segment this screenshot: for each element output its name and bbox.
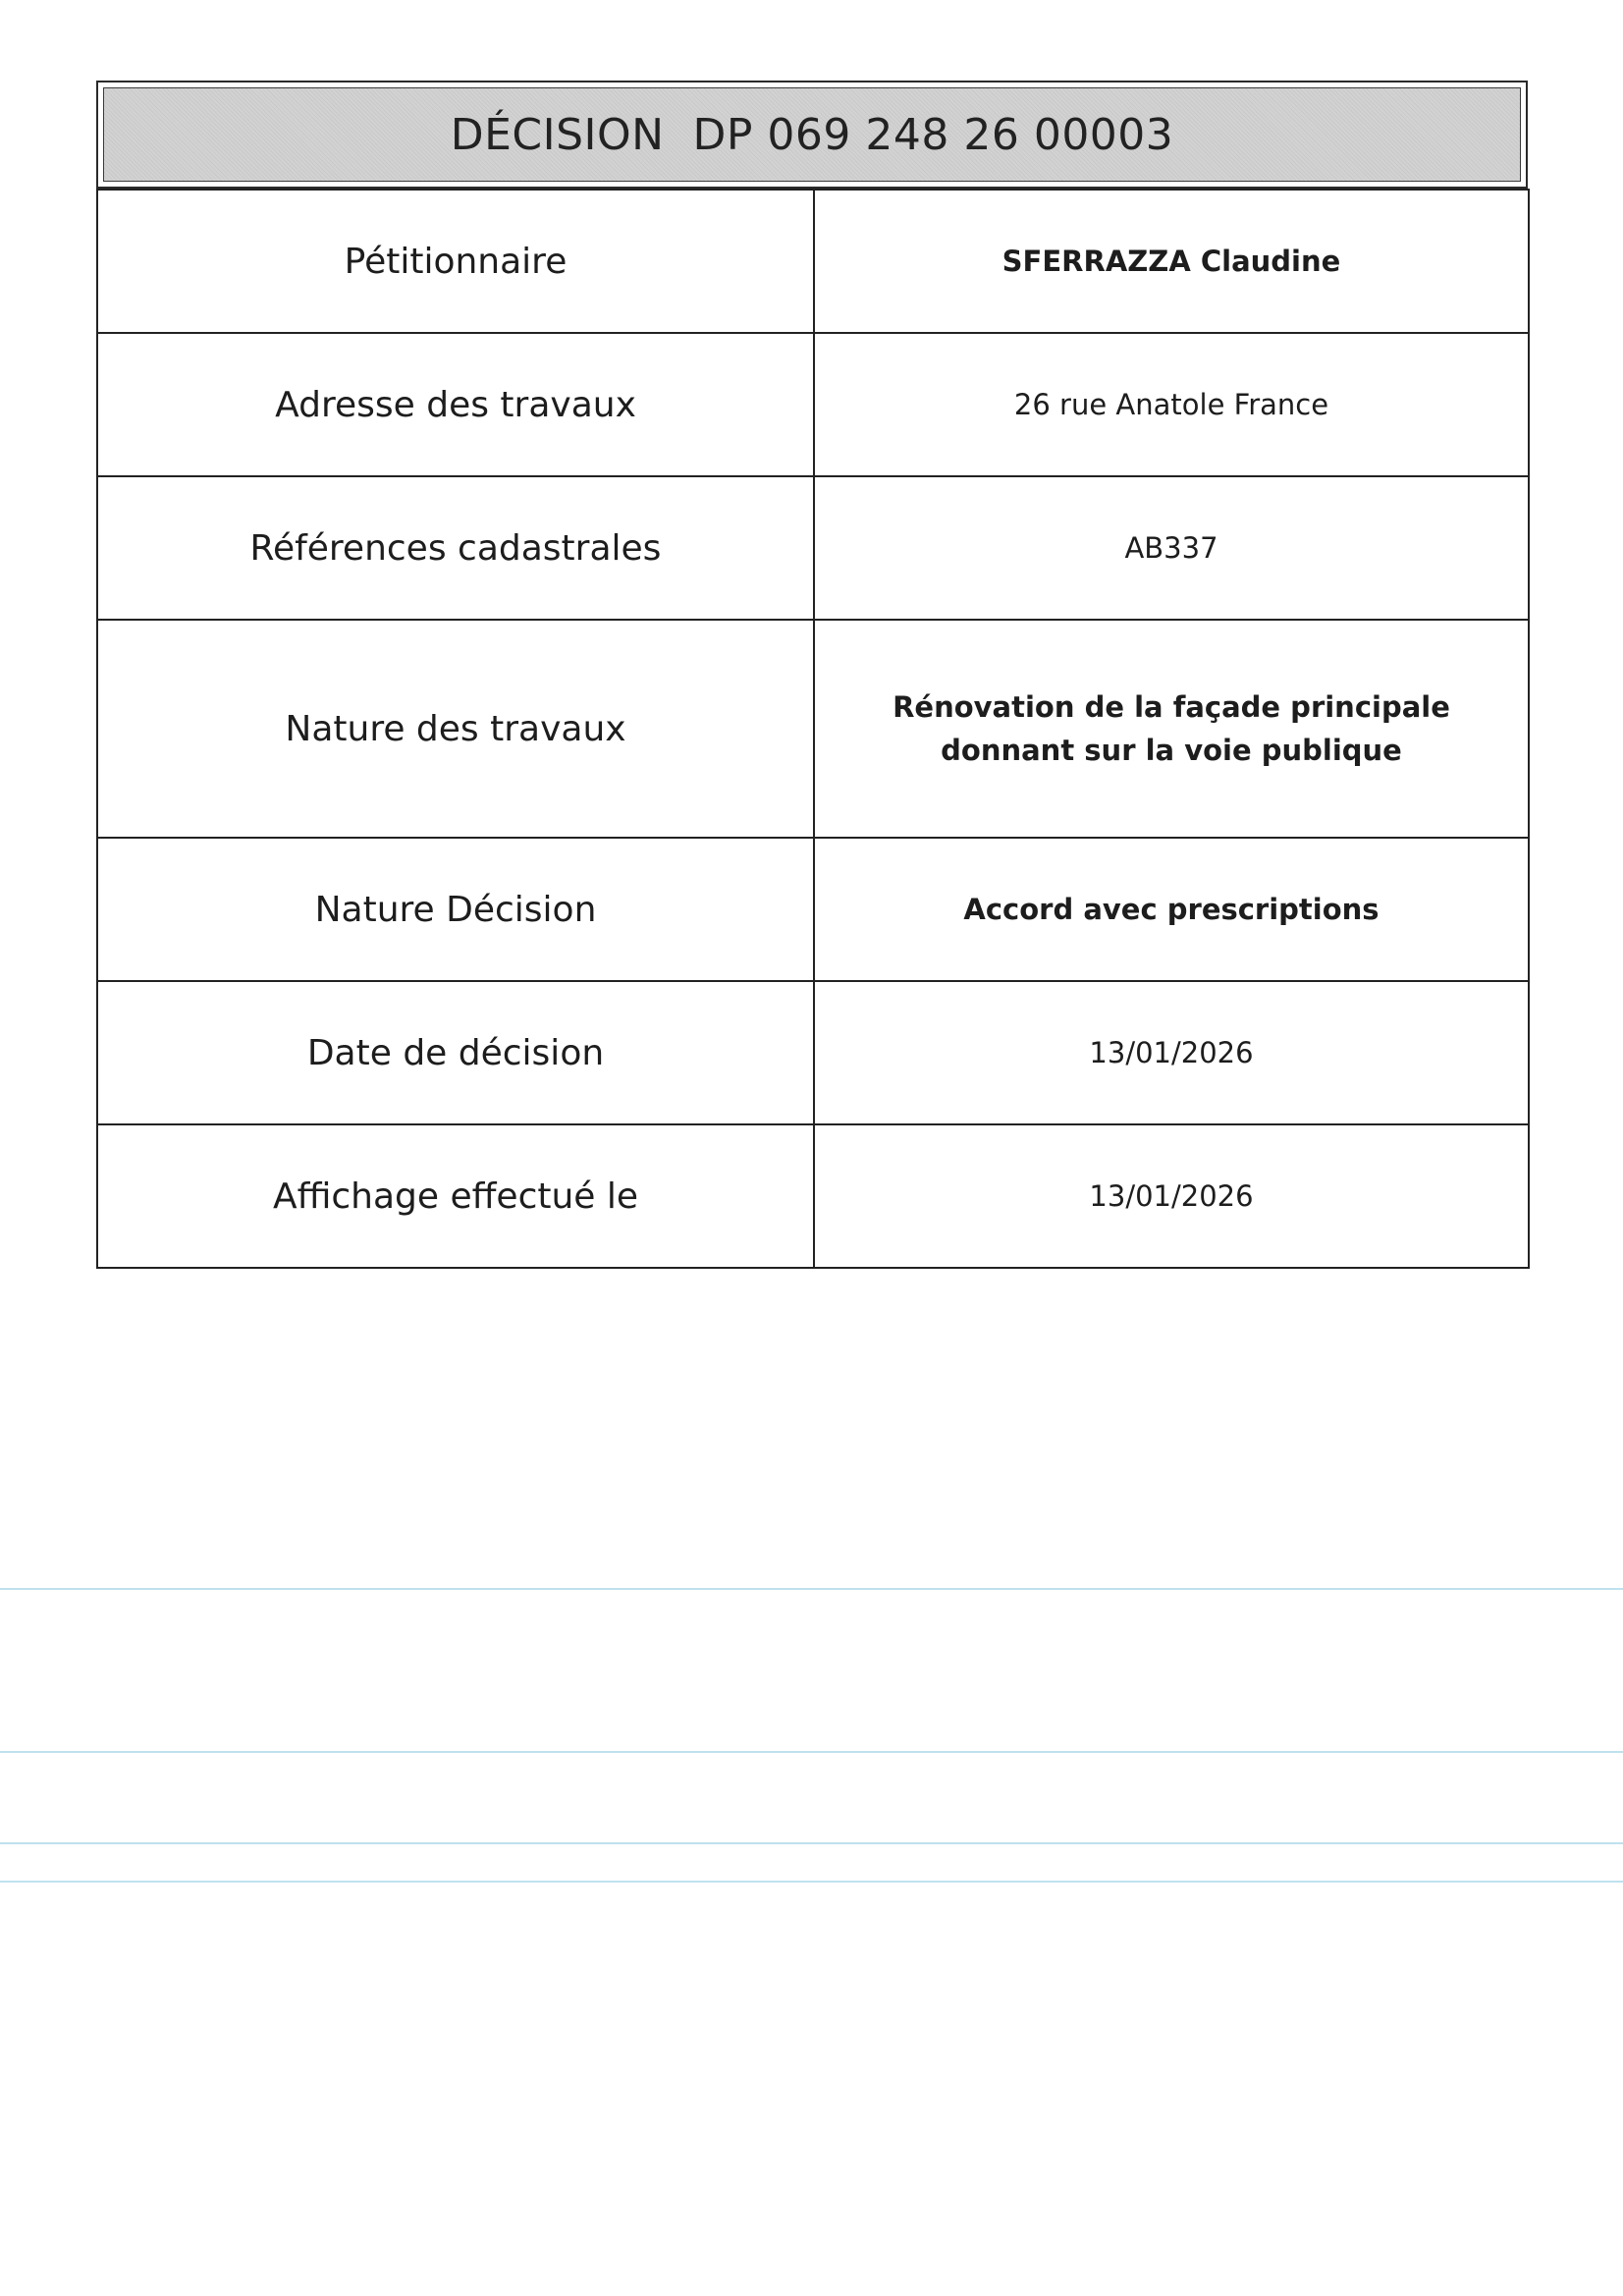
row-label: Date de décision: [97, 981, 814, 1124]
scan-line: [0, 1588, 1623, 1590]
table-row-affichage: [97, 1124, 1529, 1268]
row-value: Rénovation de la façade principale donnant sur la voie publique: [814, 620, 1529, 838]
title-banner: [96, 81, 1528, 189]
row-value: 13/01/2026: [814, 1124, 1529, 1268]
row-value: 26 rue Anatole France: [814, 333, 1529, 476]
table-row-date-decision: [97, 981, 1529, 1124]
row-label: Affichage effectué le: [97, 1124, 814, 1268]
decision-info-table: [96, 189, 1530, 1269]
table-row-nature-decision: [97, 838, 1529, 981]
table-row-references: [97, 476, 1529, 620]
table-row-petitionnaire: [97, 190, 1529, 333]
row-label: Pétitionnaire: [97, 190, 814, 333]
row-label: Adresse des travaux: [97, 333, 814, 476]
scan-line: [0, 1751, 1623, 1753]
row-label: Références cadastrales: [97, 476, 814, 620]
title-banner-inner: [103, 87, 1521, 182]
document-title: DÉCISION DP 069 248 26 00003: [450, 109, 1174, 160]
row-label: Nature Décision: [97, 838, 814, 981]
scan-line: [0, 1842, 1623, 1844]
row-label: Nature des travaux: [97, 620, 814, 838]
row-value: SFERRAZZA Claudine: [814, 190, 1529, 333]
row-value: Accord avec prescriptions: [814, 838, 1529, 981]
table-row-nature-travaux: [97, 620, 1529, 838]
row-value: AB337: [814, 476, 1529, 620]
scan-line: [0, 1881, 1623, 1883]
row-value: 13/01/2026: [814, 981, 1529, 1124]
table-row-adresse: [97, 333, 1529, 476]
